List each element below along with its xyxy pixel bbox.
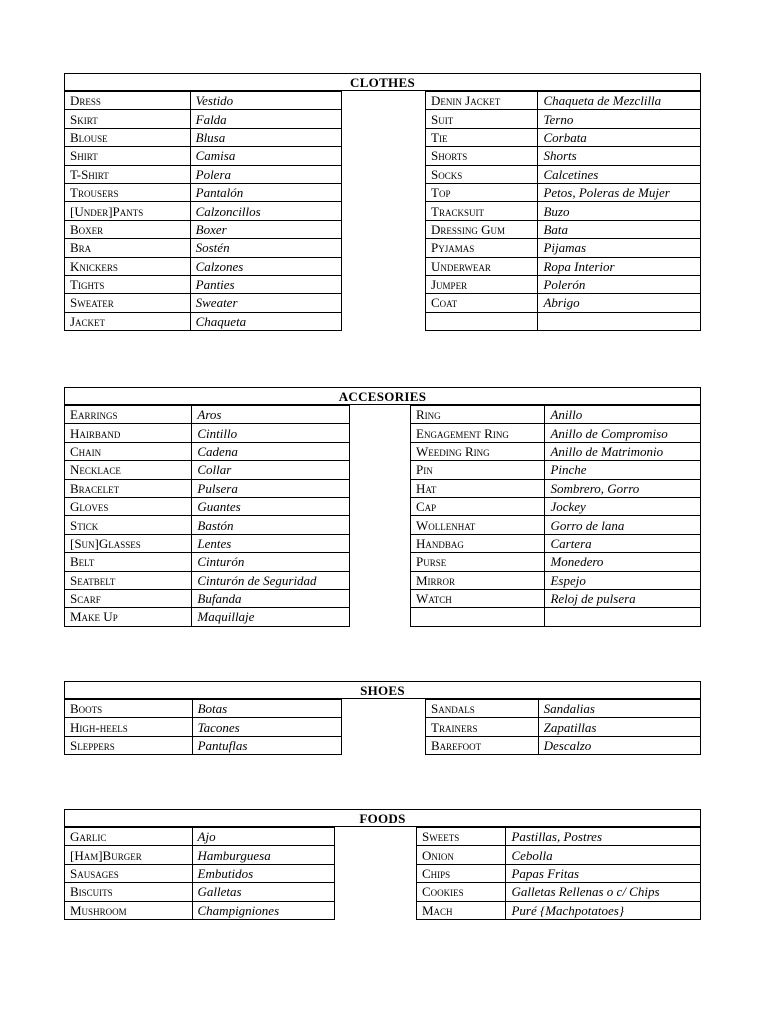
spanish-translation: Maquillaje: [192, 608, 350, 626]
english-word: Earrings: [65, 406, 192, 424]
spanish-translation: Pantalón: [190, 183, 341, 201]
english-word: Seatbelt: [65, 571, 192, 589]
vocab-row: [65, 110, 342, 128]
english-word: Sweater: [65, 294, 191, 312]
english-word: Watch: [411, 589, 545, 607]
vocab-row: [411, 497, 701, 515]
spanish-translation: Shorts: [538, 147, 701, 165]
english-word: Pin: [411, 461, 545, 479]
english-word: Underwear: [426, 257, 538, 275]
english-word: T-Shirt: [65, 165, 191, 183]
english-word: Suit: [426, 110, 538, 128]
spanish-translation: Zapatillas: [538, 718, 700, 736]
spanish-translation: [538, 312, 701, 330]
vocab-row: [65, 718, 342, 736]
english-word: Boxer: [65, 220, 191, 238]
clothes-section: [64, 73, 701, 329]
spanish-translation: Vestido: [190, 92, 341, 110]
spanish-translation: Pantuflas: [192, 736, 341, 754]
spanish-translation: Papas Fritas: [506, 864, 701, 882]
spanish-translation: Hamburguesa: [192, 846, 334, 864]
accesories-right-table: [410, 405, 701, 627]
section-title: SHOES: [64, 681, 701, 699]
vocab-row: [426, 110, 701, 128]
vocab-row: [65, 700, 342, 718]
spanish-translation: Gorro de lana: [545, 516, 701, 534]
vocab-row: [426, 275, 701, 293]
english-word: [411, 608, 545, 626]
vocab-row: [65, 736, 342, 754]
spanish-translation: Ajo: [192, 828, 334, 846]
english-word: Engagement Ring: [411, 424, 545, 442]
spanish-translation: Blusa: [190, 128, 341, 146]
vocab-row: [426, 183, 701, 201]
english-word: Handbag: [411, 534, 545, 552]
section-title: ACCESORIES: [64, 387, 701, 405]
spanish-translation: Galletas Rellenas o c/ Chips: [506, 883, 701, 901]
english-word: Chips: [417, 864, 506, 882]
spanish-translation: Pijamas: [538, 239, 701, 257]
spanish-translation: Camisa: [190, 147, 341, 165]
vocab-row: [417, 846, 701, 864]
english-word: Tie: [426, 128, 538, 146]
spanish-translation: Panties: [190, 275, 341, 293]
vocab-row: [65, 165, 342, 183]
english-word: Make Up: [65, 608, 192, 626]
english-word: Necklace: [65, 461, 192, 479]
vocab-row: [65, 275, 342, 293]
spanish-translation: Monedero: [545, 553, 701, 571]
vocab-row: [65, 589, 350, 607]
vocab-row: [65, 608, 350, 626]
vocab-row: [411, 461, 701, 479]
spanish-translation: Descalzo: [538, 736, 700, 754]
vocab-row: [65, 553, 350, 571]
spanish-translation: Abrigo: [538, 294, 701, 312]
english-word: Cookies: [417, 883, 506, 901]
english-word: Ring: [411, 406, 545, 424]
vocab-row: [65, 257, 342, 275]
english-word: Wollenhat: [411, 516, 545, 534]
english-word: Sausages: [65, 864, 193, 882]
vocab-row: [65, 497, 350, 515]
english-word: Bra: [65, 239, 191, 257]
english-word: Bracelet: [65, 479, 192, 497]
english-word: Tights: [65, 275, 191, 293]
spanish-translation: [545, 608, 701, 626]
english-word: Cap: [411, 497, 545, 515]
vocab-row: [411, 553, 701, 571]
spanish-translation: Aros: [192, 406, 350, 424]
spanish-translation: Embutidos: [192, 864, 334, 882]
vocab-row: [65, 534, 350, 552]
vocab-row: [65, 516, 350, 534]
vocab-row: [417, 883, 701, 901]
vocab-row: [411, 406, 701, 424]
english-word: Belt: [65, 553, 192, 571]
english-word: [Sun]Glasses: [65, 534, 192, 552]
english-word: Dress: [65, 92, 191, 110]
foods-section: [64, 809, 701, 918]
vocab-row: [65, 442, 350, 460]
shoes-right-table: [425, 699, 701, 755]
accesories-section: [64, 387, 701, 625]
english-word: Trousers: [65, 183, 191, 201]
shoes-left-table: [64, 699, 342, 755]
english-word: Tracksuit: [426, 202, 538, 220]
spanish-translation: Falda: [190, 110, 341, 128]
english-word: Hairband: [65, 424, 192, 442]
vocab-row: [426, 736, 701, 754]
vocab-row: [426, 257, 701, 275]
vocab-row: [411, 424, 701, 442]
english-word: Jacket: [65, 312, 191, 330]
english-word: Sweets: [417, 828, 506, 846]
english-word: Biscuits: [65, 883, 193, 901]
spanish-translation: Jockey: [545, 497, 701, 515]
spanish-translation: Chaqueta de Mezclilla: [538, 92, 701, 110]
spanish-translation: Champigniones: [192, 901, 334, 919]
vocab-row: [426, 128, 701, 146]
english-word: Sandals: [426, 700, 539, 718]
spanish-translation: Buzo: [538, 202, 701, 220]
english-word: Blouse: [65, 128, 191, 146]
section-title: FOODS: [64, 809, 701, 827]
spanish-translation: Cebolla: [506, 846, 701, 864]
foods-right-table: [416, 827, 701, 920]
english-word: [426, 312, 538, 330]
spanish-translation: Cinturón de Seguridad: [192, 571, 350, 589]
vocab-row: [65, 202, 342, 220]
vocab-row: [65, 479, 350, 497]
english-word: Shirt: [65, 147, 191, 165]
english-word: Mushroom: [65, 901, 193, 919]
spanish-translation: Corbata: [538, 128, 701, 146]
spanish-translation: Collar: [192, 461, 350, 479]
vocab-row: [65, 406, 350, 424]
vocab-row: [65, 846, 335, 864]
vocab-row: [417, 901, 701, 919]
vocab-row: [426, 202, 701, 220]
vocab-row: [65, 239, 342, 257]
spanish-translation: Cadena: [192, 442, 350, 460]
spanish-translation: Galletas: [192, 883, 334, 901]
english-word: Coat: [426, 294, 538, 312]
english-word: Jumper: [426, 275, 538, 293]
spanish-translation: Pastillas, Postres: [506, 828, 701, 846]
vocab-row: [426, 165, 701, 183]
spanish-translation: Cintillo: [192, 424, 350, 442]
spanish-translation: Bata: [538, 220, 701, 238]
vocab-row: [65, 864, 335, 882]
vocab-row: [411, 608, 701, 626]
spanish-translation: Petos, Poleras de Mujer: [538, 183, 701, 201]
english-word: Trainers: [426, 718, 539, 736]
vocab-row: [65, 571, 350, 589]
spanish-translation: Bufanda: [192, 589, 350, 607]
vocab-row: [65, 883, 335, 901]
clothes-left-table: [64, 91, 342, 331]
spanish-translation: Bastón: [192, 516, 350, 534]
english-word: Shorts: [426, 147, 538, 165]
spanish-translation: Anillo de Matrimonio: [545, 442, 701, 460]
english-word: Chain: [65, 442, 192, 460]
english-word: Socks: [426, 165, 538, 183]
vocab-row: [411, 442, 701, 460]
vocab-row: [65, 294, 342, 312]
spanish-translation: Sweater: [190, 294, 341, 312]
english-word: Mach: [417, 901, 506, 919]
vocab-row: [426, 220, 701, 238]
spanish-translation: Ropa Interior: [538, 257, 701, 275]
spanish-translation: Calzoncillos: [190, 202, 341, 220]
vocab-row: [426, 147, 701, 165]
accesories-left-table: [64, 405, 350, 627]
spanish-translation: Polerón: [538, 275, 701, 293]
vocab-row: [65, 461, 350, 479]
spanish-translation: Calcetines: [538, 165, 701, 183]
spanish-translation: Lentes: [192, 534, 350, 552]
english-word: Dressing Gum: [426, 220, 538, 238]
english-word: Onion: [417, 846, 506, 864]
english-word: Top: [426, 183, 538, 201]
vocab-row: [65, 828, 335, 846]
english-word: Mirror: [411, 571, 545, 589]
vocab-row: [65, 220, 342, 238]
spanish-translation: Puré {Machpotatoes}: [506, 901, 701, 919]
english-word: Sleppers: [65, 736, 193, 754]
vocab-row: [411, 479, 701, 497]
vocab-row: [65, 901, 335, 919]
vocab-row: [65, 92, 342, 110]
english-word: Knickers: [65, 257, 191, 275]
spanish-translation: Anillo de Compromiso: [545, 424, 701, 442]
spanish-translation: Sombrero, Gorro: [545, 479, 701, 497]
spanish-translation: Cartera: [545, 534, 701, 552]
vocab-row: [65, 312, 342, 330]
english-word: [Ham]Burger: [65, 846, 193, 864]
english-word: Scarf: [65, 589, 192, 607]
english-word: Weeding Ring: [411, 442, 545, 460]
vocab-row: [65, 147, 342, 165]
english-word: Hat: [411, 479, 545, 497]
english-word: Barefoot: [426, 736, 539, 754]
english-word: Garlic: [65, 828, 193, 846]
english-word: Denin Jacket: [426, 92, 538, 110]
foods-left-table: [64, 827, 335, 920]
section-title: CLOTHES: [64, 73, 701, 91]
spanish-translation: Cinturón: [192, 553, 350, 571]
spanish-translation: Espejo: [545, 571, 701, 589]
vocab-row: [426, 718, 701, 736]
spanish-translation: Sandalias: [538, 700, 700, 718]
spanish-translation: Chaqueta: [190, 312, 341, 330]
spanish-translation: Guantes: [192, 497, 350, 515]
english-word: Stick: [65, 516, 192, 534]
vocab-row: [411, 589, 701, 607]
spanish-translation: Boxer: [190, 220, 341, 238]
english-word: Purse: [411, 553, 545, 571]
spanish-translation: Pinche: [545, 461, 701, 479]
vocab-row: [65, 128, 342, 146]
spanish-translation: Sostén: [190, 239, 341, 257]
vocab-row: [426, 312, 701, 330]
vocab-row: [426, 239, 701, 257]
spanish-translation: Reloj de pulsera: [545, 589, 701, 607]
clothes-right-table: [425, 91, 701, 331]
shoes-section: [64, 681, 701, 753]
english-word: Boots: [65, 700, 193, 718]
spanish-translation: Terno: [538, 110, 701, 128]
english-word: Pyjamas: [426, 239, 538, 257]
english-word: [Under]Pants: [65, 202, 191, 220]
english-word: High-heels: [65, 718, 193, 736]
spanish-translation: Anillo: [545, 406, 701, 424]
spanish-translation: Polera: [190, 165, 341, 183]
vocab-row: [65, 424, 350, 442]
vocab-row: [417, 828, 701, 846]
english-word: Skirt: [65, 110, 191, 128]
spanish-translation: Calzones: [190, 257, 341, 275]
vocab-row: [426, 700, 701, 718]
vocab-row: [411, 534, 701, 552]
english-word: Gloves: [65, 497, 192, 515]
vocab-row: [411, 571, 701, 589]
vocab-row: [426, 294, 701, 312]
vocab-row: [411, 516, 701, 534]
spanish-translation: Pulsera: [192, 479, 350, 497]
spanish-translation: Botas: [192, 700, 341, 718]
vocab-row: [417, 864, 701, 882]
vocab-row: [65, 183, 342, 201]
spanish-translation: Tacones: [192, 718, 341, 736]
vocab-row: [426, 92, 701, 110]
